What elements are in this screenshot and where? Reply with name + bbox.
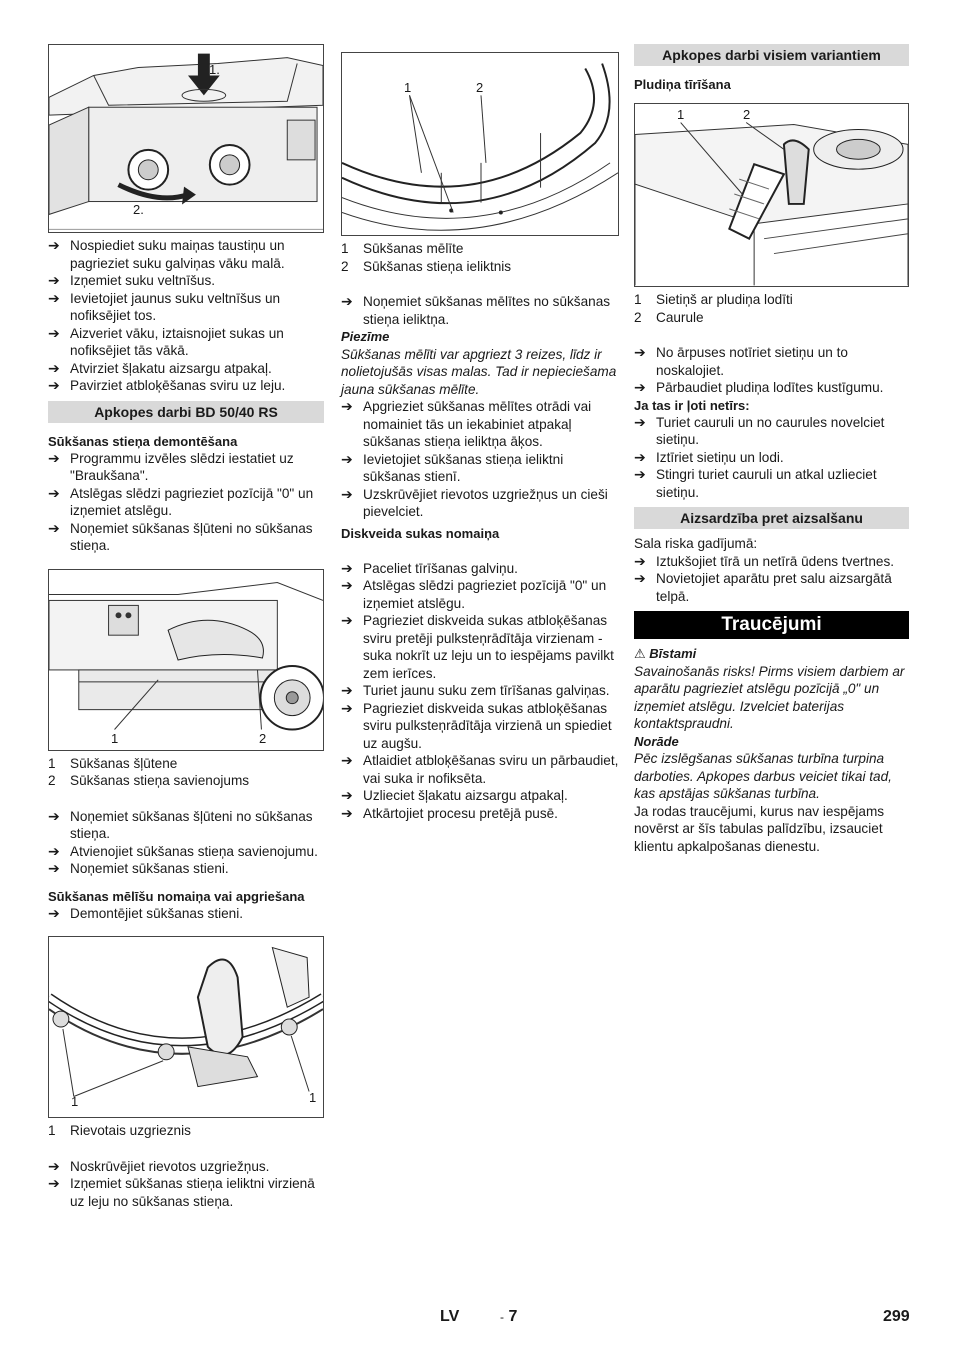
legend-item: 1 Rievotais uzgrieznis: [48, 1123, 191, 1138]
arrow-right-icon: ➔: [634, 448, 646, 465]
list-item: ➔ Atlaidiet atbloķēšanas sviru un pārbaudiet, vai suka ir nofiksēta.: [341, 752, 619, 786]
arrow-right-icon: ➔: [48, 807, 60, 824]
column-1: [48, 44, 324, 1210]
squeegee-nuts-illustration: [49, 937, 323, 1117]
subheading: Sūkšanas mēlīšu nomaiņa vai apgriešana: [48, 888, 305, 904]
note-text: Sūkšanas mēlīti var apgriezt 3 reizes, līdz ir nolietojušās visas malas. Tad ir nepieciešama jauna sūkšanas mēlīte.: [341, 346, 617, 397]
arrow-right-icon: ➔: [341, 485, 353, 502]
subheading: Pludiņa tīrīšana: [634, 77, 731, 92]
list-item: ➔ Izņemiet suku veltnīšus.: [48, 272, 216, 288]
section-heading: Aizsardzība pret aizsalšanu: [634, 507, 909, 529]
figure-callout-1: 1: [71, 1094, 79, 1109]
arrow-right-icon: ➔: [634, 466, 646, 482]
list-item: ➔ Ievietojiet jaunus suku veltnīšus un nofiksējiet tos.: [48, 289, 281, 323]
legend-item: 2 Caurule: [634, 309, 704, 325]
list-item: ➔ Uzskrūvējiet rievotos uzgriežņus un cieši pievelciet.: [341, 485, 608, 519]
danger-title-row: ⚠ Bīstami: [634, 646, 697, 661]
list-item: ➔ Pagrieziet diskveida sukas atbloķēšanas sviru pretēji pulksteņrādītāja virzienam - suka nokrīt uz leju un to iespējams pavilkt zem ierīces.: [341, 612, 614, 681]
steps-frost: [634, 553, 909, 606]
arrow-right-icon: ➔: [341, 293, 353, 309]
list-item: ➔ Atvienojiet sūkšanas stieņa savienojumu.: [48, 842, 318, 859]
float-sieve-illustration: [635, 104, 908, 286]
arrow-right-icon: ➔: [634, 413, 646, 430]
figure-suction-hose: [48, 569, 324, 751]
list-item: ➔ Atslēgas slēdzi pagrieziet pozīcijā "0" un izņemiet atslēgu.: [341, 577, 607, 611]
figure-callout-1: 1.: [209, 62, 220, 77]
arrow-right-icon: ➔: [634, 570, 646, 586]
column-3: [634, 44, 909, 855]
arrow-right-icon: ➔: [341, 450, 353, 467]
footer-language: LV: [440, 1308, 460, 1325]
figure-squeegee-blade: [341, 52, 619, 236]
danger-text: Savainošanās risks! Pirms visiem darbiem ar aparātu pagrieziet atslēgu pozīcijā „0" un izņemiet atslēgu. Izvelciet baterijas kontaktspraudni.: [634, 663, 905, 731]
figure-callout-2: 2: [259, 730, 267, 746]
legend-squeegee-blade: [341, 240, 619, 275]
legend-item: 1 Sietiņš ar pludiņa lodīti: [634, 292, 793, 307]
arrow-right-icon: ➔: [634, 379, 646, 395]
steps-nuts: [48, 1158, 324, 1211]
steps-float-clean: [634, 344, 909, 397]
legend-item: 2 Sūkšanas stieņa savienojums: [48, 773, 250, 788]
arrow-right-icon: ➔: [634, 344, 646, 360]
arrow-right-icon: ➔: [341, 577, 353, 593]
warning-triangle-icon: ⚠: [634, 646, 646, 661]
arrow-right-icon: ➔: [341, 787, 353, 803]
steps-very-dirty: [634, 414, 909, 502]
arrow-right-icon: ➔: [634, 552, 646, 569]
section-heading: Apkopes darbi BD 50/40 RS: [48, 401, 324, 423]
list-item: ➔ Uzlieciet šļakatu aizsargu atpakaļ.: [341, 787, 568, 803]
arrow-right-icon: ➔: [48, 484, 60, 501]
list-item: ➔ Stingri turiet cauruli un atkal uzlieciet sietiņu.: [634, 466, 877, 500]
column-2: [341, 52, 619, 822]
arrow-right-icon: ➔: [341, 682, 353, 698]
subheading: Ja tas ir ļoti netīrs:: [634, 397, 750, 413]
page-footer: [0, 1306, 954, 1330]
legend-item: 1 Sūkšanas mēlīte: [341, 241, 464, 256]
list-item: ➔ Apgrieziet sūkšanas mēlītes otrādi vai nomainiet tās un iekabiniet atpakaļ sūkšanas stieņa ieliktņa āķos.: [341, 398, 592, 449]
figure-callout-1: 1: [111, 730, 119, 746]
footer-section-page: - 7: [500, 1308, 518, 1325]
list-item: ➔ Programmu izvēles slēdzi iestatiet uz "Braukšana".: [48, 449, 294, 483]
arrow-right-icon: ➔: [48, 359, 60, 376]
arrow-right-icon: ➔: [48, 377, 60, 393]
figure-callout-1: 1: [677, 107, 685, 122]
figure-squeegee-nuts: [48, 936, 324, 1118]
figure-callout-1b: 1: [309, 1090, 317, 1105]
steps-disc-brush: [341, 560, 619, 823]
brush-change-illustration: [49, 45, 323, 232]
arrow-right-icon: ➔: [341, 752, 353, 768]
arrow-right-icon: ➔: [341, 398, 353, 414]
subheading: Sūkšanas stieņa demontēšana: [48, 433, 238, 449]
list-item: ➔ No ārpuses notīriet sietiņu un to noskalojiet.: [634, 344, 848, 378]
legend-item: 1 Sūkšanas šļūtene: [48, 755, 178, 771]
figure-float-sieve: [634, 103, 909, 287]
steps-squeegee-disconnect: [48, 808, 324, 878]
arrow-right-icon: ➔: [48, 860, 60, 876]
legend-suction-hose: [48, 755, 324, 790]
arrow-right-icon: ➔: [48, 237, 60, 253]
list-item: ➔ Pavirziet atbloķēšanas sviru uz leju.: [48, 377, 286, 393]
figure-callout-2: 2: [476, 80, 484, 95]
arrow-right-icon: ➔: [48, 289, 60, 306]
arrow-right-icon: ➔: [341, 559, 353, 576]
list-item: ➔ Noņemiet sūkšanas šļūteni no sūkšanas stieņa.: [48, 519, 313, 553]
list-item: ➔ Noņemiet sūkšanas stieni.: [48, 860, 229, 876]
steps-blade-replace: [341, 398, 619, 521]
subheading: Diskveida sukas nomaiņa: [341, 525, 500, 541]
figure-callout-1: 1: [404, 80, 412, 95]
list-item: ➔ Ievietojiet sūkšanas stieņa ieliktni sūkšanas stienī.: [341, 450, 564, 484]
list-item: ➔ Turiet cauruli un no caurules novelciet sietiņu.: [634, 413, 885, 447]
arrow-right-icon: ➔: [48, 519, 60, 536]
chapter-title: Traucējumi: [634, 611, 909, 639]
list-item: ➔ Novietojiet aparātu pret salu aizsargātā telpā.: [634, 570, 892, 604]
list-item: ➔ Paceliet tīrīšanas galviņu.: [341, 559, 518, 576]
list-item: ➔ Noņemiet sūkšanas mēlītes no sūkšanas stieņa ieliktņa.: [341, 293, 611, 327]
arrow-right-icon: ➔: [48, 449, 60, 466]
notice-text: Pēc izslēgšanas sūkšanas turbīna turpina darboties. Apkopes darbus veiciet tikai tad, kas apstājas sūkšanas turbīna.: [634, 751, 892, 801]
steps-squeegee-removal: [48, 450, 324, 555]
arrow-right-icon: ➔: [341, 699, 353, 716]
arrow-right-icon: ➔: [341, 612, 353, 628]
notice-title: Norāde: [634, 733, 679, 749]
frost-intro: Sala riska gadījumā:: [634, 536, 758, 551]
list-item: ➔ Pārbaudiet pludiņa lodītes kustīgumu.: [634, 379, 884, 395]
arrow-right-icon: ➔: [341, 804, 353, 821]
suction-hose-illustration: [49, 570, 323, 750]
arrow-right-icon: ➔: [48, 1175, 60, 1191]
list-item: ➔ Noņemiet sūkšanas šļūteni no sūkšanas stieņa.: [48, 807, 313, 841]
list-item: ➔ Aizveriet vāku, iztaisnojiet sukas un nofiksējiet tās vākā.: [48, 324, 284, 358]
list-item: ➔ Demontējiet sūkšanas stieni.: [48, 904, 244, 921]
arrow-right-icon: ➔: [48, 842, 60, 859]
list-item: ➔ Nospiediet suku maiņas taustiņu un pagrieziet suku galviņas vāku malā.: [48, 237, 285, 271]
legend-item: 2 Sūkšanas stieņa ieliktnis: [341, 258, 512, 274]
list-item: ➔ Izņemiet sūkšanas stieņa ieliktni virzienā uz leju no sūkšanas stieņa.: [48, 1175, 315, 1209]
footer-page-number: 299: [883, 1308, 910, 1325]
list-item: ➔ Iztukšojiet tīrā un netīrā ūdens tvertnes.: [634, 552, 895, 569]
figure-callout-2: 2: [743, 107, 751, 122]
final-text: Ja rodas traucējumi, kurus nav iespējams novērst ar šīs tabulas palīdzību, izsauciet klientu apkalpošanas dienestu.: [634, 803, 885, 854]
list-item: ➔ Atslēgas slēdzi pagrieziet pozīcijā "0" un izņemiet atslēgu.: [48, 484, 314, 518]
figure-brush-change: [48, 44, 324, 233]
figure-callout-2: 2.: [133, 202, 144, 217]
section-heading: Apkopes darbi visiem variantiem: [634, 44, 909, 66]
arrow-right-icon: ➔: [48, 324, 60, 341]
list-item: ➔ Atvirziet šļakatu aizsargu atpakaļ.: [48, 359, 272, 376]
list-item: ➔ Iztīriet sietiņu un lodi.: [634, 448, 784, 465]
list-item: ➔ Pagrieziet diskveida sukas atbloķēšanas sviru pulksteņrādītāja virzienā un spiediet uz augšu.: [341, 699, 612, 751]
note-title: Piezīme: [341, 329, 390, 344]
arrow-right-icon: ➔: [48, 1157, 60, 1174]
list-item: ➔ Atkārtojiet procesu pretējā pusē.: [341, 804, 558, 821]
list-item: ➔ Turiet jaunu suku zem tīrīšanas galviņas.: [341, 682, 610, 698]
arrow-right-icon: ➔: [48, 904, 60, 921]
steps-brush-change: [48, 237, 324, 395]
list-item: ➔ Noskrūvējiet rievotos uzgriežņus.: [48, 1157, 270, 1174]
arrow-right-icon: ➔: [48, 272, 60, 288]
legend-float-sieve: [634, 291, 909, 326]
